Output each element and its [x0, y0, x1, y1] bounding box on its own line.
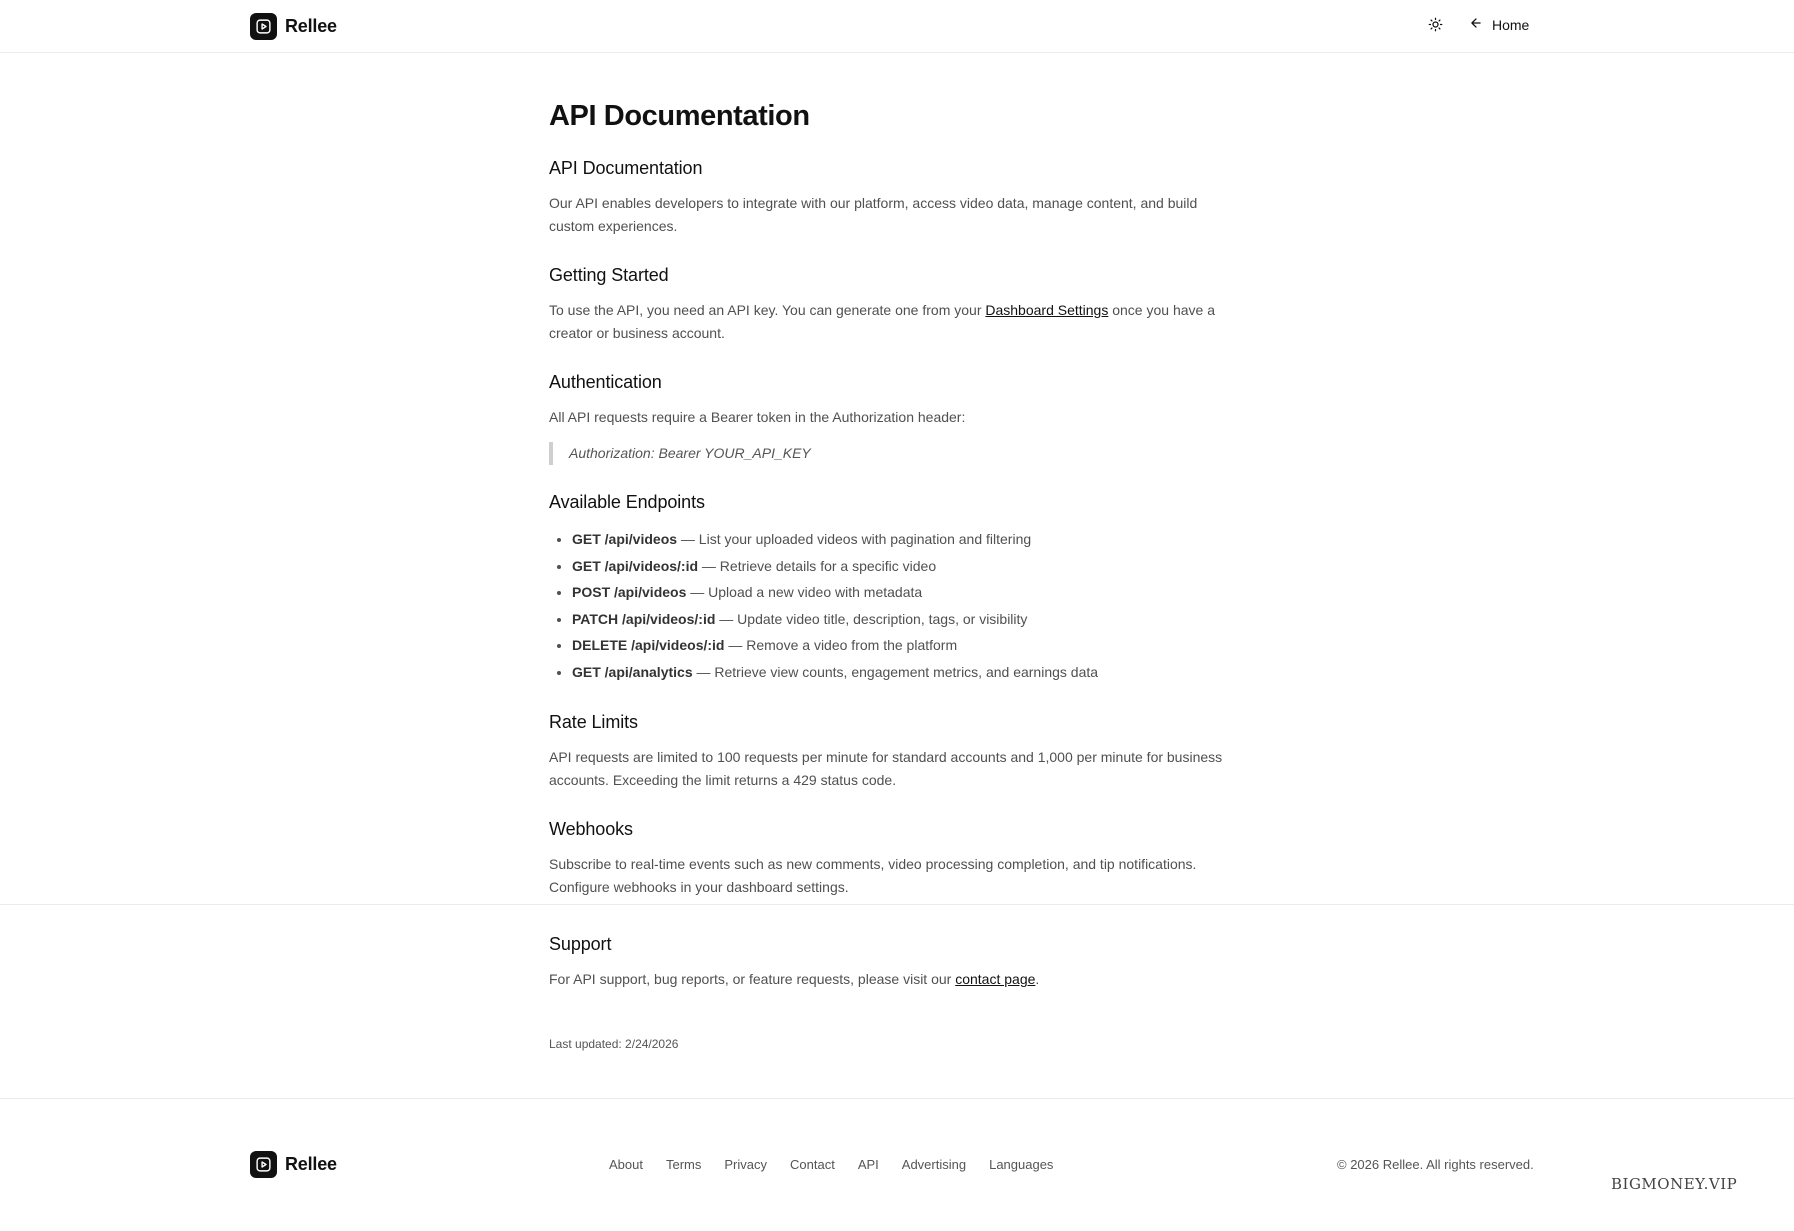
endpoint-desc: — Retrieve details for a specific video [698, 557, 937, 574]
footer-link-languages[interactable]: Languages [989, 1157, 1054, 1172]
footer-divider [0, 1098, 1794, 1099]
footer-logo[interactable] [250, 1151, 337, 1178]
endpoint-desc: — Remove a video from the platform [724, 637, 958, 653]
endpoint-name: GET /api/analytics [572, 663, 693, 680]
footer-brand-name: Rellee [285, 1154, 337, 1174]
endpoint-name: DELETE /api/videos/:id [572, 637, 725, 653]
footer-link-advertising[interactable]: Advertising [901, 1157, 967, 1172]
section-text-support [549, 968, 1239, 991]
contact-page-link[interactable]: contact page [955, 971, 1036, 987]
section-heading-rate-limits: Rate Limits [549, 712, 638, 732]
section-heading-webhooks: Webhooks [549, 819, 633, 839]
list-item [572, 553, 1239, 580]
doc-content [549, 96, 1239, 899]
section-text-rate-limits: API requests are limited to 100 requests per minute for standard accounts and 1,000 per minute for business accounts. Exceeding the limit returns a 429 status code. [549, 749, 1223, 788]
list-item [572, 606, 1239, 633]
list-item [572, 659, 1239, 686]
support-text-after: . [1035, 971, 1040, 987]
endpoints-list [549, 526, 1239, 685]
last-updated: Last updated: 2/24/2026 [549, 1037, 679, 1051]
site-header [0, 0, 1794, 53]
endpoint-name: PATCH /api/videos/:id [572, 610, 716, 627]
section-heading-endpoints: Available Endpoints [549, 492, 705, 512]
endpoint-desc: — Upload a new video with metadata [686, 584, 923, 600]
arrow-left-icon [1469, 16, 1483, 33]
footer-link-about[interactable]: About [609, 1157, 643, 1172]
section-heading-getting-started: Getting Started [549, 265, 669, 285]
brand-name: Rellee [285, 16, 337, 36]
footer-nav [609, 1157, 1053, 1172]
getting-started-text-after: once you have a creator or business account. [549, 302, 1215, 341]
section-heading-authentication: Authentication [549, 372, 662, 392]
section-text-getting-started [549, 299, 1239, 345]
endpoint-name: GET /api/videos [572, 531, 678, 547]
endpoint-desc: — Update video title, description, tags, or visibility [715, 610, 1028, 627]
section-text-webhooks: Subscribe to real-time events such as new comments, video processing completion, and tip notifications. Configure webhooks in your dashboard settings. [549, 856, 1197, 895]
dashboard-settings-link[interactable]: Dashboard Settings [985, 302, 1109, 318]
play-square-icon [250, 13, 277, 40]
endpoint-name: GET /api/videos/:id [572, 557, 699, 574]
list-item [572, 579, 1239, 606]
endpoint-desc: — List your uploaded videos with pagination and filtering [677, 531, 1032, 547]
play-square-icon [250, 1151, 277, 1178]
home-link-label: Home [1492, 16, 1530, 33]
footer-link-privacy[interactable]: Privacy [724, 1157, 767, 1172]
endpoint-name: POST /api/videos [572, 584, 687, 600]
endpoint-desc: — Retrieve view counts, engagement metrics, and earnings data [692, 663, 1099, 680]
header-logo[interactable] [250, 13, 337, 40]
support-text-before: For API support, bug reports, or feature requests, please visit our [549, 971, 956, 987]
auth-header-quote: Authorization: Bearer YOUR_API_KEY [549, 442, 1239, 465]
watermark-text: BIGMONEY.VIP [1611, 1175, 1738, 1193]
list-item [572, 526, 1239, 553]
home-link[interactable] [1469, 16, 1529, 33]
section-heading-intro: API Documentation [549, 158, 703, 178]
copyright-text: © 2026 Rellee. All rights reserved. [1337, 1157, 1534, 1172]
footer-link-api[interactable]: API [857, 1157, 879, 1172]
content-divider [0, 904, 1794, 905]
sun-icon [1428, 17, 1443, 37]
footer-link-contact[interactable]: Contact [790, 1157, 835, 1172]
section-text-authentication: All API requests require a Bearer token in the Authorization header: [549, 409, 966, 425]
section-text-intro: Our API enables developers to integrate with our platform, access video data, manage content, and build custom experiences. [549, 195, 1198, 234]
support-section [549, 932, 1239, 991]
theme-toggle-button[interactable] [1424, 16, 1446, 38]
getting-started-text-before: To use the API, you need an API key. You can generate one from your [549, 302, 986, 318]
list-item [572, 632, 1239, 659]
footer-link-terms[interactable]: Terms [665, 1157, 702, 1172]
section-heading-support: Support [549, 934, 612, 954]
page-title: API Documentation [549, 100, 810, 132]
